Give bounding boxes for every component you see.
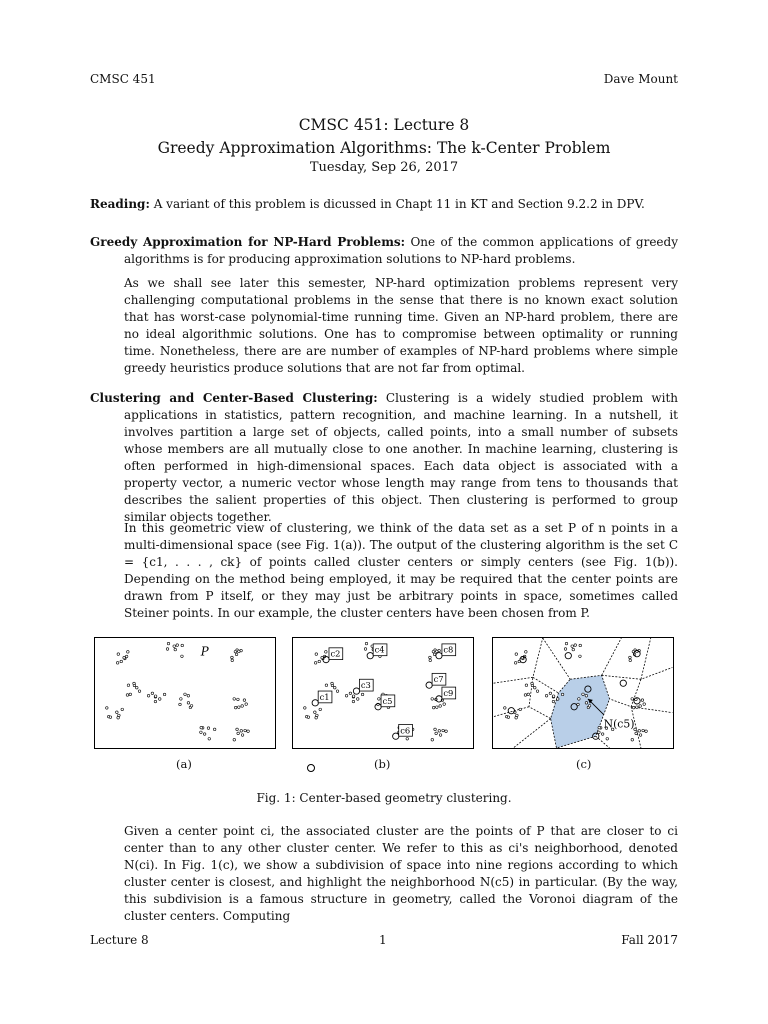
greedy-text: One of the common applications of greedy algorithms is for producing approximation solutions to NP-hard problems.: [124, 235, 678, 266]
data-point: [138, 690, 141, 693]
data-point: [435, 732, 438, 735]
data-point: [436, 706, 439, 709]
data-point: [318, 660, 321, 663]
data-point: [598, 731, 601, 734]
voronoi-center-c1: [508, 708, 514, 714]
data-point: [361, 693, 364, 696]
center-marker-c3: [353, 688, 359, 694]
center-labels: [312, 644, 456, 739]
center-label-c5: c5: [382, 695, 393, 706]
data-point: [345, 694, 348, 697]
lecture-date: Tuesday, Sep 26, 2017: [309, 160, 459, 175]
data-point: [352, 700, 355, 703]
data-point: [247, 730, 250, 733]
center-label-c6: c6: [400, 725, 411, 736]
data-point: [129, 693, 132, 696]
data-point: [552, 700, 555, 703]
data-point: [631, 738, 634, 741]
page-number: 1: [379, 933, 387, 947]
data-point: [319, 708, 322, 711]
data-point: [429, 659, 432, 662]
data-point: [187, 702, 190, 705]
closing-paragraph: Given a center point ci, the associated cluster are the points of P that are closer to ci center than to any other cluster center. We refer to this as ci's neighborhood, denoted N(ci). In Fig. 1(c), we show a subdivision of space into nine regions according to which cluster center is closest, and highlight the neighborhood N(c5) in particular. (By the way, this subdivision is a famous structure in geometry, called the Voronoi diagram of the cluster centers. Computing: [124, 824, 678, 923]
data-point: [116, 662, 119, 665]
figure-b-plot: [293, 638, 473, 748]
data-point: [163, 693, 166, 696]
data-point: [572, 648, 575, 651]
data-point: [231, 659, 234, 662]
data-point: [200, 726, 203, 729]
data-point: [314, 662, 317, 665]
data-point: [181, 655, 184, 658]
data-point: [631, 698, 634, 701]
lecture-title: CMSC 451: Lecture 8: [298, 116, 470, 134]
data-point: [552, 695, 555, 698]
data-point: [531, 682, 534, 685]
data-point: [545, 694, 548, 697]
data-point: [352, 695, 355, 698]
data-point: [639, 734, 642, 737]
data-point: [443, 703, 446, 706]
data-point: [585, 694, 588, 697]
reading-paragraph: [90, 196, 678, 213]
data-point: [133, 682, 136, 685]
data-point: [238, 706, 241, 709]
data-point: [636, 706, 639, 709]
data-point: [325, 651, 328, 654]
data-point: [117, 653, 120, 656]
data-point: [515, 653, 518, 656]
data-point: [121, 708, 124, 711]
data-point: [445, 730, 448, 733]
header-author: Dave Mount: [603, 72, 678, 86]
data-point: [574, 644, 577, 647]
data-point: [314, 711, 317, 714]
data-point: [240, 730, 243, 733]
data-point: [438, 730, 441, 733]
data-point: [429, 656, 432, 659]
data-point: [601, 733, 604, 736]
neighborhood-label: N(c5): [603, 717, 635, 731]
data-point: [235, 653, 238, 656]
stray-circle-icon: [306, 763, 316, 773]
data-point: [136, 686, 139, 689]
data-point: [639, 705, 642, 708]
data-point: [579, 655, 582, 658]
data-point: [632, 706, 635, 709]
data-point: [233, 698, 236, 701]
subfigure-label-c: (c): [576, 757, 592, 771]
data-point: [179, 703, 182, 706]
data-point: [534, 686, 537, 689]
data-point: [364, 648, 367, 651]
data-point: [236, 728, 239, 731]
clustering-paragraph-2: In this geometric view of clustering, we think of the data set as a set P of n points in a multi-dimensional space (see Fig. 1(a)). The output of the clustering algorithm is the set C = {c1, . . . , ck} of points called cluster centers or simply centers (see Fig. 1(b)). Depending on the method being employed, it may be required that the center points are drawn from P itself, or they may just be arbitrary points in space, sometimes called Steiner points. In our example, the cluster centers have been chosen from P.: [124, 521, 678, 620]
footer-right: Fall 2017: [621, 933, 678, 947]
figure-caption: Fig. 1: Center-based geometry clustering.: [256, 791, 512, 805]
data-point: [127, 684, 130, 687]
data-point: [515, 716, 518, 719]
center-label-c3: c3: [360, 680, 371, 691]
data-point: [436, 650, 439, 653]
data-point: [238, 650, 241, 653]
data-point: [549, 692, 552, 695]
data-point: [504, 707, 507, 710]
data-point: [244, 729, 247, 732]
center-label-c2: c2: [330, 648, 341, 659]
center-marker-c1: [312, 700, 318, 706]
data-point: [431, 738, 434, 741]
center-label-c7: c7: [433, 674, 444, 685]
data-point: [123, 656, 126, 659]
data-point: [629, 659, 632, 662]
data-point: [241, 705, 244, 708]
data-point: [635, 732, 638, 735]
data-point: [233, 738, 236, 741]
reading-text: A variant of this problem is dicussed in Chapt 11 in KT and Section 9.2.2 in DPV.: [149, 197, 645, 211]
data-point: [525, 684, 528, 687]
greedy-heading: Greedy Approximation for NP-Hard Problems:: [90, 235, 406, 249]
data-point: [331, 682, 334, 685]
data-point: [514, 662, 517, 665]
header-course: CMSC 451: [90, 72, 156, 86]
data-point: [356, 698, 359, 701]
data-point: [629, 656, 632, 659]
data-point: [106, 707, 109, 710]
data-point: [315, 653, 318, 656]
data-point: [234, 650, 237, 653]
data-point: [200, 731, 203, 734]
greedy-paragraph-2: As we shall see later this semester, NP-hard optimization problems represent very challenging computational problems in the sense that there is no known exact solution that has worst-case polynomial-time running time. Given an NP-hard problem, there are no ideal algorithmic solutions. One has to compromise between optimality or running time. Nonetheless, there are are number of examples of NP-hard problems where simple greedy heuristics produce solutions that are not far from optimal.: [124, 276, 678, 375]
data-point: [638, 730, 641, 733]
data-point: [334, 686, 337, 689]
data-point: [241, 734, 244, 737]
data-point: [432, 650, 435, 653]
point-set: [106, 642, 250, 741]
data-point: [315, 716, 318, 719]
data-point: [173, 645, 176, 648]
data-point: [117, 716, 120, 719]
figure-c: [492, 637, 674, 749]
data-point: [245, 703, 248, 706]
data-point: [641, 699, 644, 702]
data-point: [642, 729, 645, 732]
data-point: [439, 705, 442, 708]
lecture-subtitle: Greedy Approximation Algorithms: The k-Center Problem: [157, 139, 611, 157]
data-point: [307, 716, 310, 719]
center-label-c1: c1: [319, 691, 330, 702]
data-point: [231, 656, 234, 659]
center-marker-c4: [367, 653, 373, 659]
data-point: [180, 698, 183, 701]
data-point: [154, 695, 157, 698]
data-point: [208, 737, 211, 740]
footer-left: Lecture 8: [90, 933, 149, 947]
figure-a: [94, 637, 276, 749]
data-point: [158, 698, 161, 701]
data-point: [184, 693, 187, 696]
data-point: [304, 707, 307, 710]
label-P: P: [200, 644, 209, 659]
data-point: [176, 644, 179, 647]
data-point: [109, 716, 112, 719]
data-point: [579, 644, 582, 647]
data-point: [439, 734, 442, 737]
data-point: [127, 651, 130, 654]
data-point: [571, 645, 574, 648]
data-point: [234, 706, 237, 709]
voronoi-center-c4: [565, 653, 571, 659]
data-point: [378, 698, 381, 701]
data-point: [585, 702, 588, 705]
center-marker-c8: [436, 653, 442, 659]
data-point: [116, 711, 119, 714]
data-point: [645, 730, 648, 733]
data-point: [556, 698, 559, 701]
data-point: [151, 692, 154, 695]
data-point: [154, 700, 157, 703]
data-point: [431, 698, 434, 701]
clustering-paragraph: [90, 390, 678, 526]
data-point: [167, 642, 170, 645]
clustering-heading: Clustering and Center-Based Clustering:: [90, 391, 378, 405]
center-marker-c7: [426, 682, 432, 688]
clustering-text: Clustering is a widely studied problem with applications in statistics, pattern recognition, and machine learning. In a nutshell, it involves partition a large set of objects, called points, into a small number of subsets whose members are all mutually close to one another. In machine learning, clustering is often performed in high-dimensional spaces. Each data object is associated with a property vector, a numeric vector whose length may range from tens to thousands that describes the salient properties of this object. Then clustering is performed to group similar objects together.: [124, 391, 678, 524]
data-point: [588, 704, 591, 707]
data-point: [237, 698, 240, 701]
data-point: [187, 694, 190, 697]
reading-label: Reading:: [90, 197, 150, 211]
center-label-c8: c8: [443, 644, 454, 655]
data-point: [606, 737, 609, 740]
data-point: [120, 660, 123, 663]
data-point: [126, 694, 129, 697]
figure-c-plot: [493, 638, 673, 748]
figure-a-plot: [95, 638, 275, 748]
data-point: [207, 727, 210, 730]
data-point: [561, 693, 564, 696]
data-point: [174, 648, 177, 651]
subfigure-label-b: (b): [374, 757, 391, 771]
data-point: [190, 704, 193, 707]
data-point: [565, 642, 568, 645]
data-point: [578, 698, 581, 701]
data-point: [507, 716, 510, 719]
data-point: [598, 726, 601, 729]
data-point: [243, 699, 246, 702]
figure-b: [292, 637, 474, 749]
data-point: [524, 694, 527, 697]
data-point: [125, 655, 128, 658]
data-point: [582, 693, 585, 696]
data-point: [442, 729, 445, 732]
data-point: [325, 684, 328, 687]
data-point: [519, 708, 522, 711]
greedy-paragraph: [90, 234, 678, 268]
data-point: [434, 728, 437, 731]
data-point: [643, 703, 646, 706]
data-point: [213, 728, 216, 731]
voronoi-center-c7: [620, 680, 626, 686]
data-point: [365, 642, 368, 645]
data-point: [525, 651, 528, 654]
data-point: [181, 644, 184, 647]
data-point: [536, 690, 539, 693]
center-marker-c6: [393, 733, 399, 739]
data-point: [527, 693, 530, 696]
data-point: [166, 648, 169, 651]
data-point: [349, 692, 352, 695]
center-label-c4: c4: [374, 644, 385, 655]
data-point: [203, 733, 206, 736]
center-label-c9: c9: [443, 687, 454, 698]
data-point: [564, 648, 567, 651]
data-point: [406, 737, 409, 740]
subfigure-label-a: (a): [176, 757, 192, 771]
data-point: [432, 706, 435, 709]
data-point: [336, 690, 339, 693]
data-point: [237, 732, 240, 735]
data-point: [147, 694, 150, 697]
